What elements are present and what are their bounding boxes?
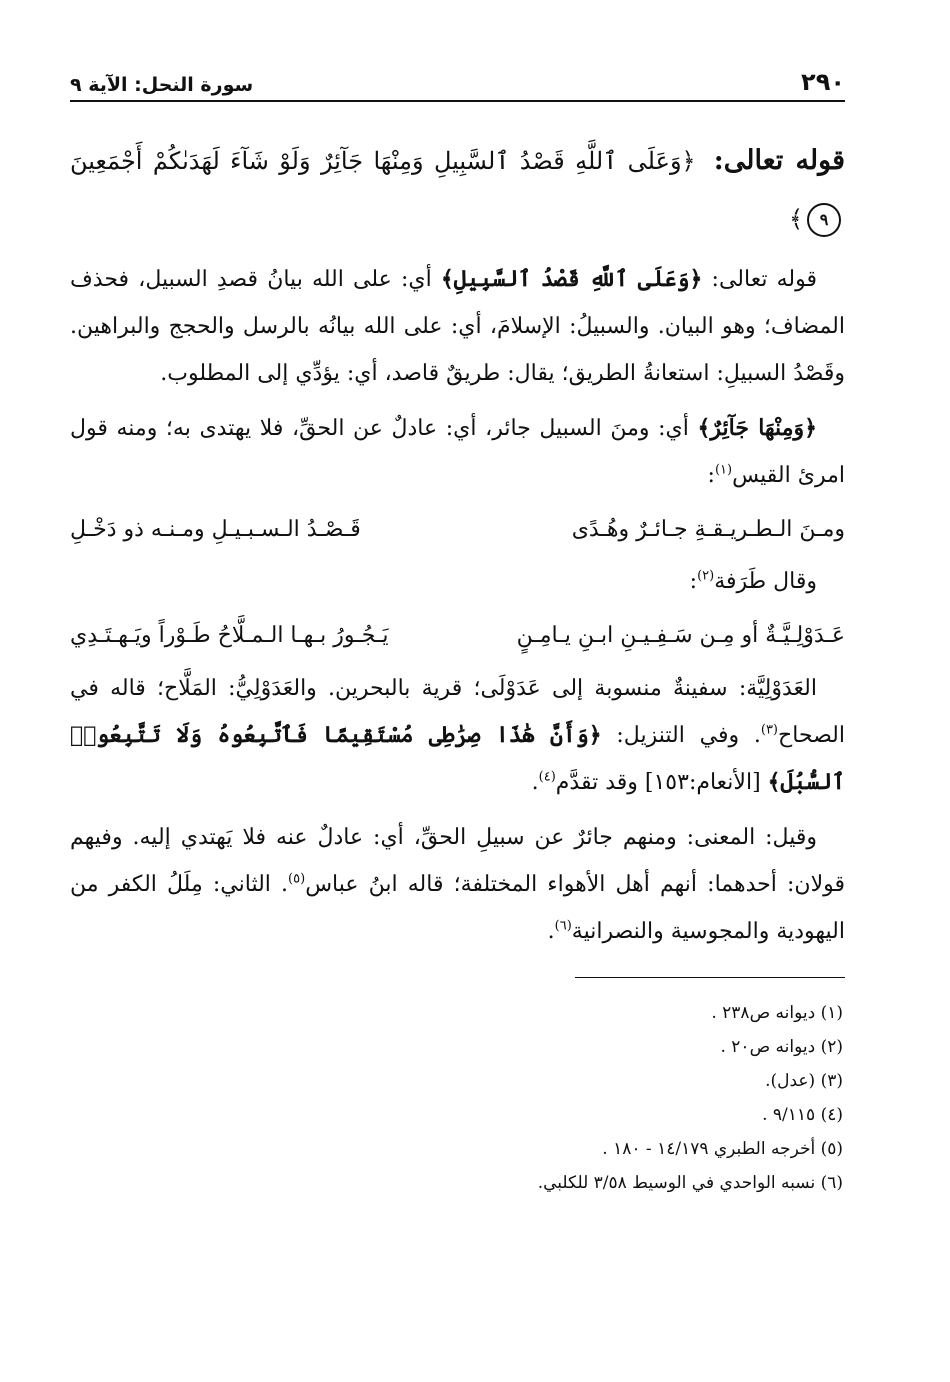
poet-intro <box>70 559 845 605</box>
paragraph-2-end: : <box>707 463 715 488</box>
paragraph-2-body: أي: ومنَ السبيل جائر، أي: عادلٌ عن الحقِّ، فلا يهتدى به؛ ومنه قول امرئ القيس <box>70 416 845 488</box>
poet-intro-colon: : <box>689 569 698 594</box>
poem-2-second-hemistich: يَـجُـورُ بـهـا الـمـلَّاحُ طَـوْراً ويَـهـتَـدِي <box>70 623 389 648</box>
paragraph-2 <box>70 405 845 499</box>
footnote-ref-1: (١) <box>714 462 733 478</box>
running-title: سورة النحل: الآية ٩ <box>70 74 254 96</box>
paragraph-5-mid: . الثاني: مِلَلُ الكفر من اليهودية والمجوسية والنصرانية <box>70 872 845 944</box>
footnote-divider <box>575 977 845 978</box>
book-page <box>70 60 845 1200</box>
footnote-ref-3: (٣) <box>760 722 778 738</box>
paragraph-2-quote: ﴿وَمِنْهَا جَآئِرٌ﴾ <box>697 415 817 441</box>
footnote-ref-2: (٢) <box>697 568 715 584</box>
footnote-5: (٥) أخرجه الطبري ١٤/١٧٩ - ١٨٠ . <box>602 1139 843 1159</box>
verse-heading <box>70 132 845 248</box>
paragraph-1 <box>70 256 845 397</box>
poem-2-first-hemistich: عَـدَوْلِـيَّـةٌ أو مِـن سَـفِـيـنِ ابـنِ يـامِـنٍ <box>516 623 845 648</box>
paragraph-5 <box>70 814 845 955</box>
poet-intro-text: وقال طَرَفة <box>714 569 817 594</box>
verse-text: ﴿وَعَلَى ٱللَّهِ قَصْدُ ٱلسَّبِيلِ وَمِنْهَا جَآئِرٌ وَلَوْ شَآءَ لَهَدَىٰكُمْ أَجْمَعِينَ <box>70 147 696 175</box>
paragraph-4-body: العَدَوْلِيَّة: سفينةٌ منسوبة إلى عَدَوْلَى؛ قرية بالبحرين. والعَدَوْلِيُّ: المَلَّاح؛ قاله في الصحاح <box>70 676 845 748</box>
footnote-ref-5: (٥) <box>288 871 306 887</box>
page-header <box>70 60 845 96</box>
page-number: ٢٩٠ <box>801 68 845 96</box>
paragraph-1-body: أي: على الله بيانُ قصدِ السبيل، فحذف المضاف؛ وهو البيان. والسبيلُ: الإسلامَ، أي: على الله بيانُه بالرسل والحجج والبراهين. وقَصْدُ السبيلِ: استعانةُ الطريق؛ يقال: طريقٌ قاصد، أي: يؤدِّي إلى المطلوب. <box>70 267 845 386</box>
footnote-4: (٤) ٩/١١٥ . <box>762 1105 843 1125</box>
paragraph-4-mid: . وفي التنزيل: <box>601 723 761 748</box>
paragraph-1-quote: ﴿وَعَلَى ٱللَّهِ قَصْدُ ٱلسَّبِيلِ﴾ <box>440 266 703 292</box>
paragraph-5-end: . <box>547 919 555 944</box>
footnote-ref-6: (٦) <box>554 918 572 934</box>
paragraph-4-quote: ﴿وَأَنَّ هَٰذَا صِرَٰطِى مُسْتَقِيمًا فَٱتَّبِعُوهُ وَلَا تَتَّبِعُوا۟ ٱلسُّبُلَ﴾ <box>70 722 845 795</box>
paragraph-5-body: وقيل: المعنى: ومنهم جائرٌ عن سبيلِ الحقِّ، أي: عادلٌ عنه فلا يَهتدي إليه. وفيهم قولان: أحدهما: أنهم أهل الأهواء المختلفة؛ قاله ابنُ عباس <box>70 825 845 897</box>
paragraph-4 <box>70 665 845 806</box>
footnote-3: (٣) (عدل). <box>765 1071 843 1091</box>
footnotes <box>70 996 845 1200</box>
verse-lead: قوله تعالى: <box>713 145 845 176</box>
verse-close-bracket: ﴾ <box>788 205 803 233</box>
footnote-2: (٢) ديوانه ص٢٠ . <box>720 1037 843 1057</box>
poem-verse-2 <box>70 613 845 659</box>
header-rule <box>70 100 845 102</box>
poem-1-second-hemistich: قَـصْـدُ الـسـبـيـلِ ومـنـه ذو دَخْـلِ <box>70 517 361 542</box>
footnote-6: (٦) نسبه الواحدي في الوسيط ٣/٥٨ للكلبي. <box>537 1173 843 1193</box>
poem-verse-1 <box>70 507 845 553</box>
paragraph-4-end: . <box>531 770 539 795</box>
footnote-ref-4: (٤) <box>538 769 556 785</box>
ayah-number-marker: ٩ <box>807 203 841 237</box>
paragraph-1-lead: قوله تعالى: <box>702 267 817 292</box>
paragraph-4-citation: [الأنعام:١٥٣] وقد تقدَّم <box>555 770 768 795</box>
footnote-1: (١) ديوانه ص٢٣٨ . <box>711 1003 843 1023</box>
poem-1-first-hemistich: ومـنَ الـطـريـقـةِ جـائـرٌ وهُـدًى <box>571 517 845 542</box>
